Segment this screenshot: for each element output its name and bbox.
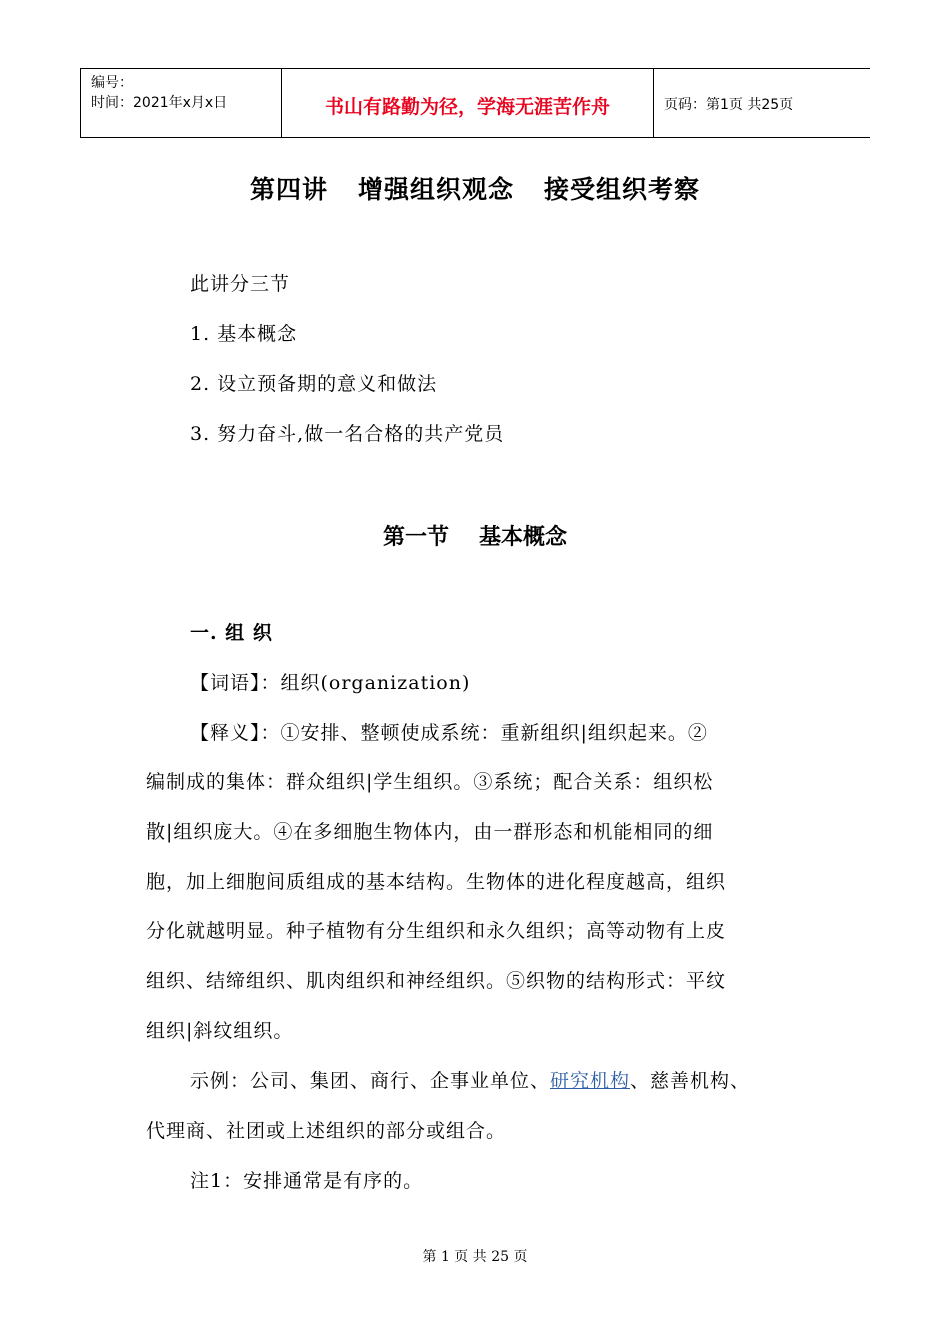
lecture-title: [0, 170, 950, 206]
page-footer: 第 1 页 共 25 页: [422, 1249, 528, 1265]
research-institution-link[interactable]: 研究机构: [550, 1070, 631, 1092]
header-meta: [80, 69, 282, 137]
header-motto: 书山有路勤为径，学海无涯苦作舟: [282, 69, 654, 137]
section-part-1: 第一节: [382, 524, 449, 550]
definition-line: 组织|斜纹组织。: [146, 1020, 294, 1042]
definition-line: 编制成的集体：群众组织|学生组织。③系统；配合关系：组织松: [146, 771, 714, 793]
term-line: 【词语】：组织(organization): [190, 672, 471, 694]
definition-line: 散|组织庞大。④在多细胞生物体内，由一群形态和机能相同的细: [146, 821, 714, 843]
intro-item-3: 3. 努力奋斗,做一名合格的共产党员: [190, 423, 505, 445]
example-suffix: 、慈善机构、: [630, 1070, 751, 1092]
example-line: [190, 1068, 750, 1094]
page-header: [80, 68, 870, 138]
definition-line: 分化就越明显。种子植物有分生组织和永久组织；高等动物有上皮: [146, 920, 727, 942]
title-part-2: 增强组织观念: [357, 175, 514, 204]
number-label: 编号：: [91, 75, 133, 91]
section-part-2: 基本概念: [479, 524, 568, 550]
subsection-heading: 一. 组 织: [190, 622, 273, 644]
header-page-info: 页码：第1页 共25页: [664, 97, 794, 113]
date-label: 时间：2021年x月x日: [91, 95, 228, 111]
example-prefix: 示例：公司、集团、商行、企事业单位、: [190, 1070, 551, 1092]
title-part-3: 接受组织考察: [544, 175, 701, 204]
note-line: 注1：安排通常是有序的。: [190, 1170, 424, 1192]
definition-line: 组织、结缔组织、肌肉组织和神经组织。⑤织物的结构形式：平纹: [146, 970, 727, 992]
intro-item-1: 1. 基本概念: [190, 323, 298, 345]
title-part-1: 第四讲: [249, 175, 328, 204]
definition-line: 胞，加上细胞间质组成的基本结构。生物体的进化程度越高，组织: [146, 871, 727, 893]
example-line-2: 代理商、社团或上述组织的部分或组合。: [146, 1120, 507, 1142]
section-title: [0, 520, 950, 551]
intro-item-2: 2. 设立预备期的意义和做法: [190, 373, 438, 395]
definition-line: 【释义】：①安排、整顿使成系统：重新组织|组织起来。②: [190, 722, 708, 744]
intro-lead: 此讲分三节: [190, 273, 291, 295]
